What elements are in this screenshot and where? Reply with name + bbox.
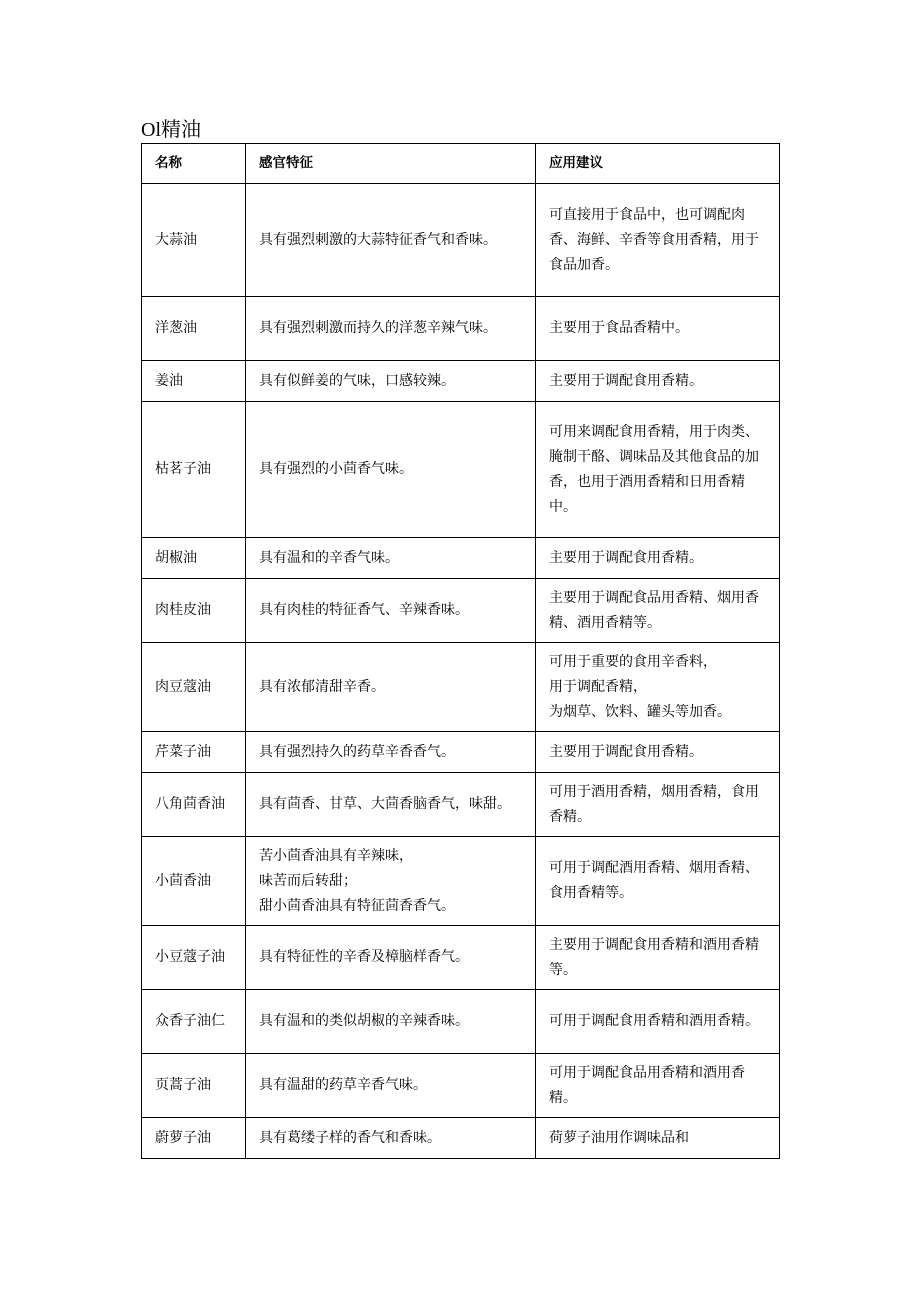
application-advice: [536, 732, 780, 773]
sensory-feature: [246, 538, 536, 579]
advice-line: 主要用于调配食用香精和酒用香精等。: [549, 936, 759, 978]
application-advice: [536, 402, 780, 538]
feature-line: 甜小茴香油具有特征茴香香气。: [259, 897, 455, 914]
table-row: [142, 579, 780, 643]
oil-name: 八角茴香油: [142, 773, 246, 837]
application-advice: [536, 579, 780, 643]
sensory-feature: [246, 1118, 536, 1159]
header-feature: 感官特征: [246, 144, 536, 184]
feature-line: 味苦而后转甜；: [259, 872, 357, 889]
feature-line: 具有浓郁清甜辛香。: [259, 678, 385, 695]
feature-line: 具有强烈刺激的大蒜特征香气和香味。: [259, 231, 497, 248]
advice-line: 为烟草、饮料、罐头等加香。: [549, 703, 731, 720]
application-advice: [536, 297, 780, 361]
feature-line: 具有肉桂的特征香气、辛辣香味。: [259, 602, 469, 618]
oil-name: 胡椒油: [142, 538, 246, 579]
feature-line: 具有强烈持久的药草辛香香气。: [259, 743, 455, 760]
advice-line: 用于调配香精，: [549, 678, 647, 695]
application-advice: [536, 990, 780, 1054]
feature-line: 具有温和的类似胡椒的辛辣香味。: [259, 1013, 469, 1029]
table-row: [142, 402, 780, 538]
table-row: [142, 926, 780, 990]
advice-line: 主要用于调配食用香精。: [549, 549, 703, 566]
feature-line: 具有温和的辛香气味。: [259, 549, 399, 566]
feature-line: 具有茴香、甘草、大茴香脑香气，味甜。: [259, 796, 511, 812]
sensory-feature: [246, 773, 536, 837]
table-row: [142, 361, 780, 402]
oil-name: 页蒿子油: [142, 1054, 246, 1118]
advice-line: 主要用于食品香精中。: [549, 320, 689, 336]
title-latin: Ol: [141, 119, 161, 141]
application-advice: [536, 1054, 780, 1118]
table-row: [142, 538, 780, 579]
advice-line: 主要用于调配食品用香精、烟用香精、酒用香精等。: [549, 589, 759, 631]
table-row: [142, 990, 780, 1054]
table-row: [142, 297, 780, 361]
sensory-feature: [246, 184, 536, 297]
feature-line: 具有强烈刺激而持久的洋葱辛辣气味。: [259, 320, 497, 336]
feature-line: 具有温甜的药草辛香气味。: [259, 1077, 427, 1093]
oil-name: 蔚萝子油: [142, 1118, 246, 1159]
application-advice: [536, 773, 780, 837]
oil-name: 肉桂皮油: [142, 579, 246, 643]
oil-name: 小豆蔻子油: [142, 926, 246, 990]
oil-name: 大蒜油: [142, 184, 246, 297]
sensory-feature: [246, 990, 536, 1054]
table-body: [142, 184, 780, 1159]
header-advice: 应用建议: [536, 144, 780, 184]
sensory-feature: [246, 361, 536, 402]
sensory-feature: [246, 297, 536, 361]
sensory-feature: [246, 926, 536, 990]
oil-name: 芹菜子油: [142, 732, 246, 773]
table-row: [142, 837, 780, 926]
oil-name: 洋葱油: [142, 297, 246, 361]
table-row: [142, 732, 780, 773]
advice-line: 可用于重要的食用辛香料，: [549, 653, 717, 670]
application-advice: [536, 643, 780, 732]
advice-line: 可用来调配食用香精，用于肉类、腌制干酪、调味品及其他食品的加香，也用于酒用香精和日用香精中。: [549, 423, 759, 515]
header-name: 名称: [142, 144, 246, 184]
oil-name: 枯茗子油: [142, 402, 246, 538]
table-row: [142, 643, 780, 732]
advice-line: 可用于调配酒用香精、烟用香精、食用香精等。: [549, 860, 759, 901]
application-advice: [536, 184, 780, 297]
feature-line: 具有葛缕子样的香气和香味。: [259, 1129, 441, 1146]
advice-line: 可用于调配食品用香精和酒用香精。: [549, 1064, 745, 1106]
sensory-feature: [246, 732, 536, 773]
sensory-feature: [246, 1054, 536, 1118]
application-advice: [536, 538, 780, 579]
advice-line: 可用于调配食用香精和酒用香精。: [549, 1013, 759, 1029]
essential-oil-table: [141, 143, 780, 1159]
advice-line: 可用于酒用香精，烟用香精，食用香精。: [549, 783, 759, 825]
advice-line: 主要用于调配食用香精。: [549, 743, 703, 760]
feature-line: 具有特征性的辛香及樟脑样香气。: [259, 949, 469, 965]
table-row: [142, 773, 780, 837]
application-advice: [536, 361, 780, 402]
application-advice: [536, 926, 780, 990]
sensory-feature: [246, 579, 536, 643]
oil-name: 众香子油仁: [142, 990, 246, 1054]
table-header-row: [142, 144, 780, 184]
sensory-feature: [246, 837, 536, 926]
sensory-feature: [246, 643, 536, 732]
feature-line: 具有强烈的小茴香气味。: [259, 461, 413, 477]
advice-line: 可直接用于食品中，也可调配肉香、海鲜、辛香等食用香精，用于食品加香。: [549, 206, 759, 273]
advice-line: 荷萝子油用作调味品和: [549, 1129, 689, 1146]
advice-line: 主要用于调配食用香精。: [549, 372, 703, 389]
table-row: [142, 184, 780, 297]
feature-line: 具有似鲜姜的气味，口感较辣。: [259, 372, 455, 389]
application-advice: [536, 837, 780, 926]
table-row: [142, 1118, 780, 1159]
sensory-feature: [246, 402, 536, 538]
title-cjk: 精油: [161, 117, 201, 141]
feature-line: 苦小茴香油具有辛辣味，: [259, 847, 413, 864]
oil-name: 肉豆蔻油: [142, 643, 246, 732]
application-advice: [536, 1118, 780, 1159]
oil-name: 姜油: [142, 361, 246, 402]
table-row: [142, 1054, 780, 1118]
page-title: [141, 116, 201, 143]
oil-name: 小茴香油: [142, 837, 246, 926]
